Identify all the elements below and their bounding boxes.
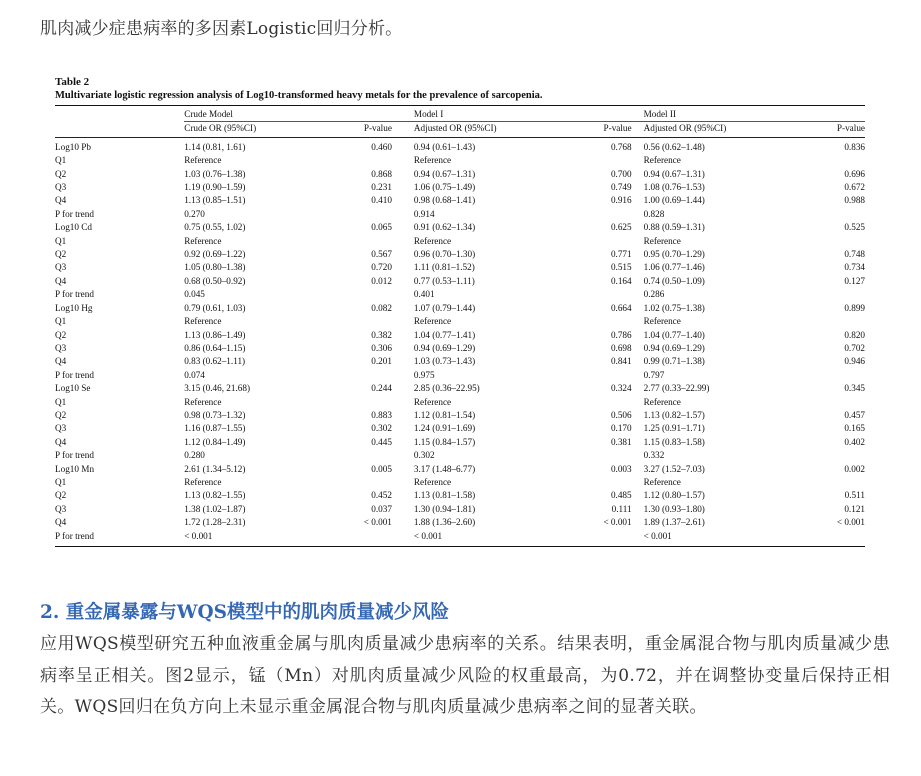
model1-or: 1.06 (0.75–1.49) (413, 182, 476, 193)
model2-or: 0.56 (0.62–1.48) (643, 141, 705, 152)
model2-or: 3.27 (1.52–7.03) (643, 463, 705, 474)
model1-p: 0.324 (610, 383, 632, 394)
crude-or: 3.15 (0.46, 21.68) (184, 383, 251, 394)
model2-p (793, 154, 865, 167)
crude-p: 0.201 (371, 356, 392, 367)
model1-or: 1.11 (0.81–1.52) (413, 262, 475, 273)
crude-p: 0.567 (371, 249, 392, 260)
model2-or: 0.88 (0.59–1.31) (643, 222, 705, 233)
model1-p: 0.111 (611, 503, 632, 514)
model2-p: 0.988 (844, 195, 865, 206)
table-row (55, 288, 865, 301)
table-row (55, 261, 865, 274)
model2-or: 1.15 (0.83–1.58) (643, 436, 705, 447)
row-label: P for trend (55, 289, 94, 300)
crude-p: 0.302 (371, 423, 392, 434)
table-row (55, 449, 865, 462)
crude-or: Reference (184, 235, 222, 246)
model1-p (560, 315, 644, 328)
crude-p (325, 530, 414, 547)
model2-or: 0.74 (0.50–1.09) (643, 275, 705, 286)
crude-p: 0.065 (371, 222, 392, 233)
model2-p: 0.402 (844, 436, 865, 447)
model1-p: 0.170 (610, 423, 632, 434)
table-row (55, 369, 865, 382)
table-figure (55, 76, 865, 547)
col-header: Adjusted OR (95%CI) (644, 122, 794, 137)
model1-p: 0.916 (610, 195, 632, 206)
model2-or: 0.95 (0.70–1.29) (643, 249, 705, 260)
table-label: Table 2 (55, 76, 90, 88)
crude-p: 0.231 (371, 182, 392, 193)
model1-p: 0.485 (610, 490, 632, 501)
intro-line: 肌肉减少症患病率的多因素Logistic回归分析。 (40, 19, 403, 39)
model2-p: 0.734 (844, 262, 865, 273)
model2-p (793, 369, 865, 382)
crude-or: < 0.001 (184, 530, 213, 541)
table-row (55, 248, 865, 261)
crude-p: 0.883 (371, 409, 392, 420)
model1-p (560, 396, 644, 409)
col-header: Adjusted OR (95%CI) (414, 122, 560, 137)
table-row (55, 422, 865, 435)
crude-or: 1.16 (0.87–1.55) (184, 423, 246, 434)
table-row (55, 329, 865, 342)
table-row (55, 530, 865, 547)
crude-p (325, 449, 414, 462)
model2-p: 0.511 (844, 490, 865, 501)
table-row (55, 221, 865, 234)
table-row (55, 516, 865, 529)
table-row (55, 315, 865, 328)
model1-or: 1.03 (0.73–1.43) (413, 356, 476, 367)
model2-p: 0.899 (844, 302, 865, 313)
crude-or: 1.14 (0.81, 1.61) (184, 141, 246, 152)
table-row (55, 463, 865, 476)
model1-p (560, 476, 644, 489)
model1-p: 0.771 (610, 249, 632, 260)
crude-or: 0.86 (0.64–1.15) (184, 342, 246, 353)
model1-or: 0.98 (0.68–1.41) (413, 195, 476, 206)
row-label: P for trend (55, 530, 94, 541)
model1-p: 0.515 (610, 262, 632, 273)
table-row (55, 342, 865, 355)
crude-p: 0.306 (371, 342, 392, 353)
crude-or: 2.61 (1.34–5.12) (184, 463, 246, 474)
model2-or: 1.06 (0.77–1.46) (643, 262, 705, 273)
crude-or: 0.75 (0.55, 1.02) (184, 222, 246, 233)
crude-p: 0.452 (371, 490, 392, 501)
model2-p (793, 288, 865, 301)
table-row (55, 355, 865, 368)
model2-or: 0.332 (643, 450, 665, 461)
row-label: Q4 (55, 356, 67, 367)
model2-or: 0.286 (643, 289, 665, 300)
crude-or: 0.270 (184, 208, 205, 219)
crude-p: 0.037 (371, 503, 392, 514)
row-label: Q4 (55, 195, 67, 206)
model2-p: 0.127 (844, 275, 865, 286)
row-label: P for trend (55, 208, 94, 219)
model1-p: 0.164 (610, 275, 632, 286)
crude-or: 1.03 (0.76–1.38) (184, 168, 246, 179)
table-body (55, 137, 865, 546)
crude-p: 0.410 (371, 195, 392, 206)
model1-p: 0.381 (610, 436, 632, 447)
crude-or: 1.19 (0.90–1.59) (184, 182, 246, 193)
crude-p (325, 288, 414, 301)
model1-p: 0.625 (610, 222, 632, 233)
crude-or: 1.12 (0.84–1.49) (184, 436, 246, 447)
row-label: Log10 Mn (55, 463, 95, 474)
model1-or: Reference (413, 155, 452, 166)
row-label: P for trend (55, 369, 94, 380)
model1-or: < 0.001 (413, 530, 443, 541)
table-row (55, 302, 865, 315)
model1-or: 1.07 (0.79–1.44) (413, 302, 476, 313)
model-header-model-2: Model II (644, 106, 865, 122)
row-label: Log10 Se (55, 383, 91, 394)
model2-or: 1.08 (0.76–1.53) (643, 182, 705, 193)
model1-or: 0.401 (413, 289, 435, 300)
model2-p: < 0.001 (836, 517, 865, 528)
crude-p (325, 369, 414, 382)
regression-table (55, 105, 865, 547)
crude-p: 0.720 (371, 262, 392, 273)
crude-or: Reference (184, 155, 222, 166)
crude-or: Reference (184, 476, 222, 487)
table-row (55, 436, 865, 449)
crude-p: 0.382 (371, 329, 392, 340)
model1-or: 1.15 (0.84–1.57) (413, 436, 476, 447)
model1-p (560, 288, 644, 301)
table-row (55, 382, 865, 395)
table-row (55, 409, 865, 422)
model2-or: 0.94 (0.67–1.31) (643, 168, 705, 179)
table-row (55, 194, 865, 207)
model2-p: 0.696 (844, 168, 865, 179)
model2-p: 0.345 (844, 383, 865, 394)
row-label: Log10 Pb (55, 141, 91, 152)
crude-or: 0.280 (184, 450, 205, 461)
model1-p: 0.698 (610, 342, 632, 353)
model1-or: 0.77 (0.53–1.11) (413, 275, 475, 286)
model2-or: < 0.001 (643, 530, 672, 541)
crude-p: 0.012 (371, 275, 392, 286)
model-header-crude: Crude Model (184, 106, 414, 122)
crude-p: 0.460 (371, 141, 392, 152)
model1-or: 1.88 (1.36–2.60) (413, 517, 476, 528)
crude-p: 0.005 (371, 463, 392, 474)
crude-or: Reference (184, 396, 222, 407)
model2-or: 0.797 (643, 369, 665, 380)
crude-p: 0.244 (371, 383, 392, 394)
model2-p (793, 396, 865, 409)
model2-or: 2.77 (0.33–22.99) (643, 383, 710, 394)
row-label: Q2 (55, 329, 67, 340)
model2-p: 0.121 (844, 503, 865, 514)
crude-or: 0.83 (0.62–1.11) (184, 356, 246, 367)
model1-p (560, 530, 644, 547)
row-label: Q3 (55, 182, 67, 193)
model1-or: Reference (413, 396, 452, 407)
row-label: Q1 (55, 476, 67, 487)
model1-p: 0.841 (610, 356, 632, 367)
col-header: Crude OR (95%CI) (184, 122, 325, 137)
body-paragraph: 应用WQS模型研究五种血液重金属与肌肉质量减少患病率的关系。结果表明，重金属混合物与肌肉质量减少患病率呈正相关。图2显示，锰（Mn）对肌肉质量减少风险的权重最高，为0.72，并在调整协变量后保持正相关。WQS回归在负方向上未显示重金属混合物与肌肉质量减少患病率之间的显著关联。 (40, 634, 890, 717)
model2-or: Reference (643, 476, 681, 487)
model1-p: 0.786 (610, 329, 632, 340)
table-row (55, 235, 865, 248)
model2-p: 0.457 (844, 409, 865, 420)
model2-p: 0.672 (844, 182, 865, 193)
row-label: Log10 Cd (55, 222, 93, 233)
row-label: Q1 (55, 316, 67, 327)
crude-or: 1.72 (1.28–2.31) (184, 517, 246, 528)
crude-or: 0.045 (184, 289, 205, 300)
model2-or: 1.13 (0.82–1.57) (643, 409, 705, 420)
model1-or: 0.94 (0.69–1.29) (413, 342, 476, 353)
model-header-model-1: Model I (414, 106, 644, 122)
model1-or: 1.13 (0.81–1.58) (413, 490, 476, 501)
model1-or: Reference (413, 316, 452, 327)
model1-p (560, 449, 644, 462)
col-header: P-value (325, 122, 414, 137)
model2-p: 0.748 (844, 249, 865, 260)
row-label: Q1 (55, 235, 67, 246)
model1-p: 0.003 (610, 463, 632, 474)
model1-p: 0.700 (610, 168, 632, 179)
crude-or: 1.05 (0.80–1.38) (184, 262, 246, 273)
model1-or: 3.17 (1.48–6.77) (413, 463, 476, 474)
model2-p: 0.002 (844, 463, 865, 474)
model2-or: Reference (643, 155, 681, 166)
model1-p: 0.664 (610, 302, 632, 313)
model2-or: 1.30 (0.93–1.80) (643, 503, 705, 514)
model2-or: 1.04 (0.77–1.40) (643, 329, 705, 340)
model1-p: 0.749 (610, 182, 632, 193)
model1-or: 0.94 (0.61–1.43) (413, 141, 476, 152)
model2-p: 0.165 (844, 423, 865, 434)
model1-p (560, 235, 644, 248)
model1-or: 1.24 (0.91–1.69) (413, 423, 476, 434)
crude-p: 0.868 (371, 168, 392, 179)
model2-p (793, 315, 865, 328)
crude-p: < 0.001 (363, 517, 392, 528)
col-header: P-value (793, 122, 865, 137)
crude-p (325, 315, 414, 328)
row-label: Q2 (55, 409, 67, 420)
model1-or: 2.85 (0.36–22.95) (413, 383, 480, 394)
model1-p (560, 154, 644, 167)
crude-p (325, 476, 414, 489)
table-row (55, 396, 865, 409)
model1-p (560, 369, 644, 382)
model1-or: 0.91 (0.62–1.34) (413, 222, 476, 233)
row-label: Q3 (55, 342, 67, 353)
model1-p: 0.768 (610, 141, 632, 152)
model1-or: 1.12 (0.81–1.54) (413, 409, 476, 420)
crude-or: 0.074 (184, 369, 205, 380)
crude-or: Reference (184, 316, 222, 327)
crude-or: 0.68 (0.50–0.92) (184, 275, 246, 286)
row-label: Q1 (55, 155, 67, 166)
crude-or: 1.38 (1.02–1.87) (184, 503, 246, 514)
model2-or: 0.828 (643, 208, 665, 219)
model1-p: 0.506 (610, 409, 632, 420)
table-row (55, 137, 865, 154)
crude-or: 0.98 (0.73–1.32) (184, 409, 246, 420)
model1-p: < 0.001 (603, 517, 632, 528)
table-row (55, 489, 865, 502)
model2-or: 1.00 (0.69–1.44) (643, 195, 705, 206)
row-label: Q4 (55, 517, 67, 528)
model2-p (793, 449, 865, 462)
crude-p: 0.445 (371, 436, 392, 447)
crude-p (325, 396, 414, 409)
model1-or: 0.96 (0.70–1.30) (413, 249, 476, 260)
crude-or: 1.13 (0.82–1.55) (184, 490, 246, 501)
crude-or: 0.92 (0.69–1.22) (184, 249, 246, 260)
model2-p (793, 208, 865, 221)
crude-p (325, 235, 414, 248)
model1-or: 0.94 (0.67–1.31) (413, 168, 476, 179)
table-row (55, 503, 865, 516)
model2-p: 0.946 (844, 356, 865, 367)
crude-or: 1.13 (0.86–1.49) (184, 329, 246, 340)
table-row (55, 208, 865, 221)
model2-p: 0.525 (844, 222, 865, 233)
model2-p (793, 530, 865, 547)
crude-p (325, 208, 414, 221)
row-label: Q4 (55, 436, 67, 447)
crude-or: 1.13 (0.85–1.51) (184, 195, 246, 206)
crude-p (325, 154, 414, 167)
row-label: Q3 (55, 503, 67, 514)
model2-or: 1.12 (0.80–1.57) (643, 490, 705, 501)
model2-or: 0.94 (0.69–1.29) (643, 342, 705, 353)
table-caption: Multivariate logistic regression analysis of Log10-transformed heavy metals for the prevalence of sarcopenia. (55, 90, 543, 101)
model1-or: 0.975 (413, 369, 435, 380)
row-label: Log10 Hg (55, 302, 93, 313)
model2-p: 0.702 (844, 342, 865, 353)
row-label: Q2 (55, 249, 67, 260)
row-label: Q3 (55, 262, 67, 273)
row-label: Q2 (55, 168, 67, 179)
model1-p (560, 208, 644, 221)
model1-or: 0.914 (413, 208, 435, 219)
model2-or: Reference (643, 235, 681, 246)
model1-or: Reference (413, 235, 452, 246)
model2-p (793, 235, 865, 248)
model1-or: 1.30 (0.94–1.81) (413, 503, 476, 514)
model2-or: 1.02 (0.75–1.38) (643, 302, 705, 313)
model2-or: 1.25 (0.91–1.71) (643, 423, 705, 434)
table-row (55, 181, 865, 194)
col-header: P-value (560, 122, 644, 137)
table-row (55, 168, 865, 181)
row-label: Q4 (55, 275, 67, 286)
row-label: Q3 (55, 423, 67, 434)
model1-or: 1.04 (0.77–1.41) (413, 329, 476, 340)
model2-p (793, 476, 865, 489)
crude-or: 0.79 (0.61, 1.03) (184, 302, 246, 313)
model2-p: 0.836 (844, 141, 865, 152)
model2-or: Reference (643, 316, 681, 327)
model1-or: Reference (413, 476, 452, 487)
section-heading: 2. 重金属暴露与WQS模型中的肌肉质量减少风险 (40, 602, 450, 623)
table-row (55, 476, 865, 489)
model1-or: 0.302 (413, 450, 435, 461)
row-label: Q2 (55, 490, 67, 501)
model2-or: Reference (643, 396, 681, 407)
row-label: Q1 (55, 396, 67, 407)
table-row (55, 154, 865, 167)
row-label: P for trend (55, 450, 94, 461)
model2-or: 1.89 (1.37–2.61) (643, 517, 705, 528)
table-row (55, 275, 865, 288)
crude-p: 0.082 (371, 302, 392, 313)
model2-p: 0.820 (844, 329, 865, 340)
model2-or: 0.99 (0.71–1.38) (643, 356, 705, 367)
